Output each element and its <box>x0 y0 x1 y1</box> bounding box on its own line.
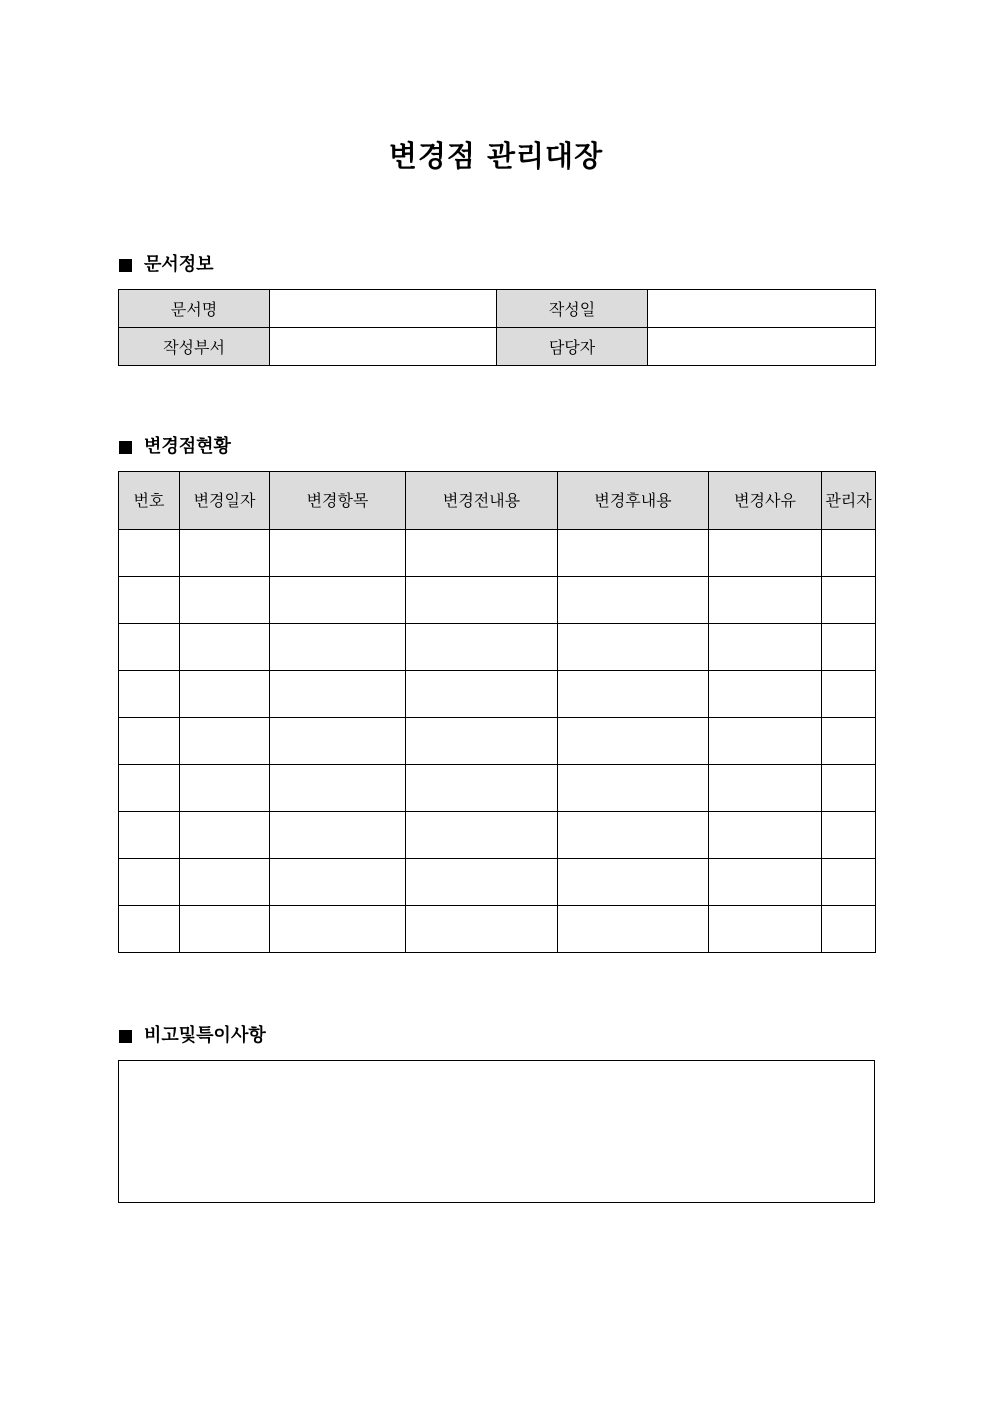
change-date-cell[interactable] <box>180 671 270 718</box>
section-heading-document-info <box>119 253 214 277</box>
change-date-cell[interactable] <box>180 859 270 906</box>
after-content-cell[interactable] <box>558 671 709 718</box>
dept-label: 작성부서 <box>119 328 270 366</box>
change-date-cell[interactable] <box>180 624 270 671</box>
change-item-cell[interactable] <box>270 577 406 624</box>
person-in-charge-field[interactable] <box>648 328 876 366</box>
change-reason-cell[interactable] <box>709 859 822 906</box>
section-heading-label: 문서정보 <box>144 254 214 275</box>
change-reason-cell[interactable] <box>709 718 822 765</box>
change-date-cell[interactable] <box>180 577 270 624</box>
column-header-after-content: 변경후내용 <box>558 472 709 530</box>
number-cell[interactable] <box>119 812 180 859</box>
change-item-cell[interactable] <box>270 671 406 718</box>
section-heading-remarks <box>119 1024 266 1048</box>
change-reason-cell[interactable] <box>709 812 822 859</box>
section-heading-change-status <box>119 435 231 459</box>
table-row <box>119 328 876 366</box>
column-header-before-content: 변경전내용 <box>406 472 558 530</box>
change-date-cell[interactable] <box>180 906 270 953</box>
after-content-cell[interactable] <box>558 812 709 859</box>
after-content-cell[interactable] <box>558 530 709 577</box>
section-heading-label: 비고및특이사항 <box>144 1025 266 1046</box>
manager-cell[interactable] <box>822 906 876 953</box>
change-status-table <box>118 471 876 953</box>
document-info-table <box>118 289 876 366</box>
table-row <box>119 718 876 765</box>
doc-name-field[interactable] <box>270 290 497 328</box>
column-header-change-reason: 변경사유 <box>709 472 822 530</box>
after-content-cell[interactable] <box>558 765 709 812</box>
person-in-charge-label: 담당자 <box>497 328 648 366</box>
after-content-cell[interactable] <box>558 624 709 671</box>
number-cell[interactable] <box>119 530 180 577</box>
before-content-cell[interactable] <box>406 765 558 812</box>
change-date-cell[interactable] <box>180 718 270 765</box>
before-content-cell[interactable] <box>406 812 558 859</box>
table-row <box>119 906 876 953</box>
before-content-cell[interactable] <box>406 859 558 906</box>
change-reason-cell[interactable] <box>709 624 822 671</box>
table-row <box>119 577 876 624</box>
table-row <box>119 624 876 671</box>
manager-cell[interactable] <box>822 765 876 812</box>
change-item-cell[interactable] <box>270 624 406 671</box>
column-header-number: 번호 <box>119 472 180 530</box>
before-content-cell[interactable] <box>406 577 558 624</box>
square-bullet-icon <box>119 441 132 454</box>
change-reason-cell[interactable] <box>709 906 822 953</box>
page-title: 변경점 관리대장 <box>388 139 604 173</box>
remarks-field[interactable] <box>118 1060 875 1203</box>
table-row <box>119 859 876 906</box>
table-row <box>119 812 876 859</box>
before-content-cell[interactable] <box>406 906 558 953</box>
manager-cell[interactable] <box>822 671 876 718</box>
change-item-cell[interactable] <box>270 530 406 577</box>
table-row <box>119 765 876 812</box>
change-reason-cell[interactable] <box>709 577 822 624</box>
manager-cell[interactable] <box>822 624 876 671</box>
change-reason-cell[interactable] <box>709 530 822 577</box>
change-item-cell[interactable] <box>270 859 406 906</box>
manager-cell[interactable] <box>822 859 876 906</box>
manager-cell[interactable] <box>822 812 876 859</box>
number-cell[interactable] <box>119 765 180 812</box>
column-header-manager: 관리자 <box>822 472 876 530</box>
date-written-field[interactable] <box>648 290 876 328</box>
before-content-cell[interactable] <box>406 624 558 671</box>
section-heading-label: 변경점현황 <box>144 436 231 457</box>
column-header-change-date: 변경일자 <box>180 472 270 530</box>
number-cell[interactable] <box>119 859 180 906</box>
number-cell[interactable] <box>119 718 180 765</box>
manager-cell[interactable] <box>822 577 876 624</box>
after-content-cell[interactable] <box>558 577 709 624</box>
after-content-cell[interactable] <box>558 859 709 906</box>
doc-name-label: 문서명 <box>119 290 270 328</box>
after-content-cell[interactable] <box>558 906 709 953</box>
column-header-change-item: 변경항목 <box>270 472 406 530</box>
table-row <box>119 671 876 718</box>
number-cell[interactable] <box>119 906 180 953</box>
change-date-cell[interactable] <box>180 812 270 859</box>
change-reason-cell[interactable] <box>709 671 822 718</box>
change-date-cell[interactable] <box>180 530 270 577</box>
table-row <box>119 290 876 328</box>
change-reason-cell[interactable] <box>709 765 822 812</box>
before-content-cell[interactable] <box>406 718 558 765</box>
before-content-cell[interactable] <box>406 530 558 577</box>
number-cell[interactable] <box>119 624 180 671</box>
manager-cell[interactable] <box>822 718 876 765</box>
after-content-cell[interactable] <box>558 718 709 765</box>
before-content-cell[interactable] <box>406 671 558 718</box>
manager-cell[interactable] <box>822 530 876 577</box>
change-item-cell[interactable] <box>270 812 406 859</box>
change-item-cell[interactable] <box>270 765 406 812</box>
change-item-cell[interactable] <box>270 718 406 765</box>
number-cell[interactable] <box>119 671 180 718</box>
change-date-cell[interactable] <box>180 765 270 812</box>
date-written-label: 작성일 <box>497 290 648 328</box>
change-item-cell[interactable] <box>270 906 406 953</box>
number-cell[interactable] <box>119 577 180 624</box>
change-status-body <box>119 530 876 953</box>
square-bullet-icon <box>119 259 132 272</box>
dept-field[interactable] <box>270 328 497 366</box>
table-row <box>119 530 876 577</box>
square-bullet-icon <box>119 1030 132 1043</box>
table-header-row <box>119 472 876 530</box>
